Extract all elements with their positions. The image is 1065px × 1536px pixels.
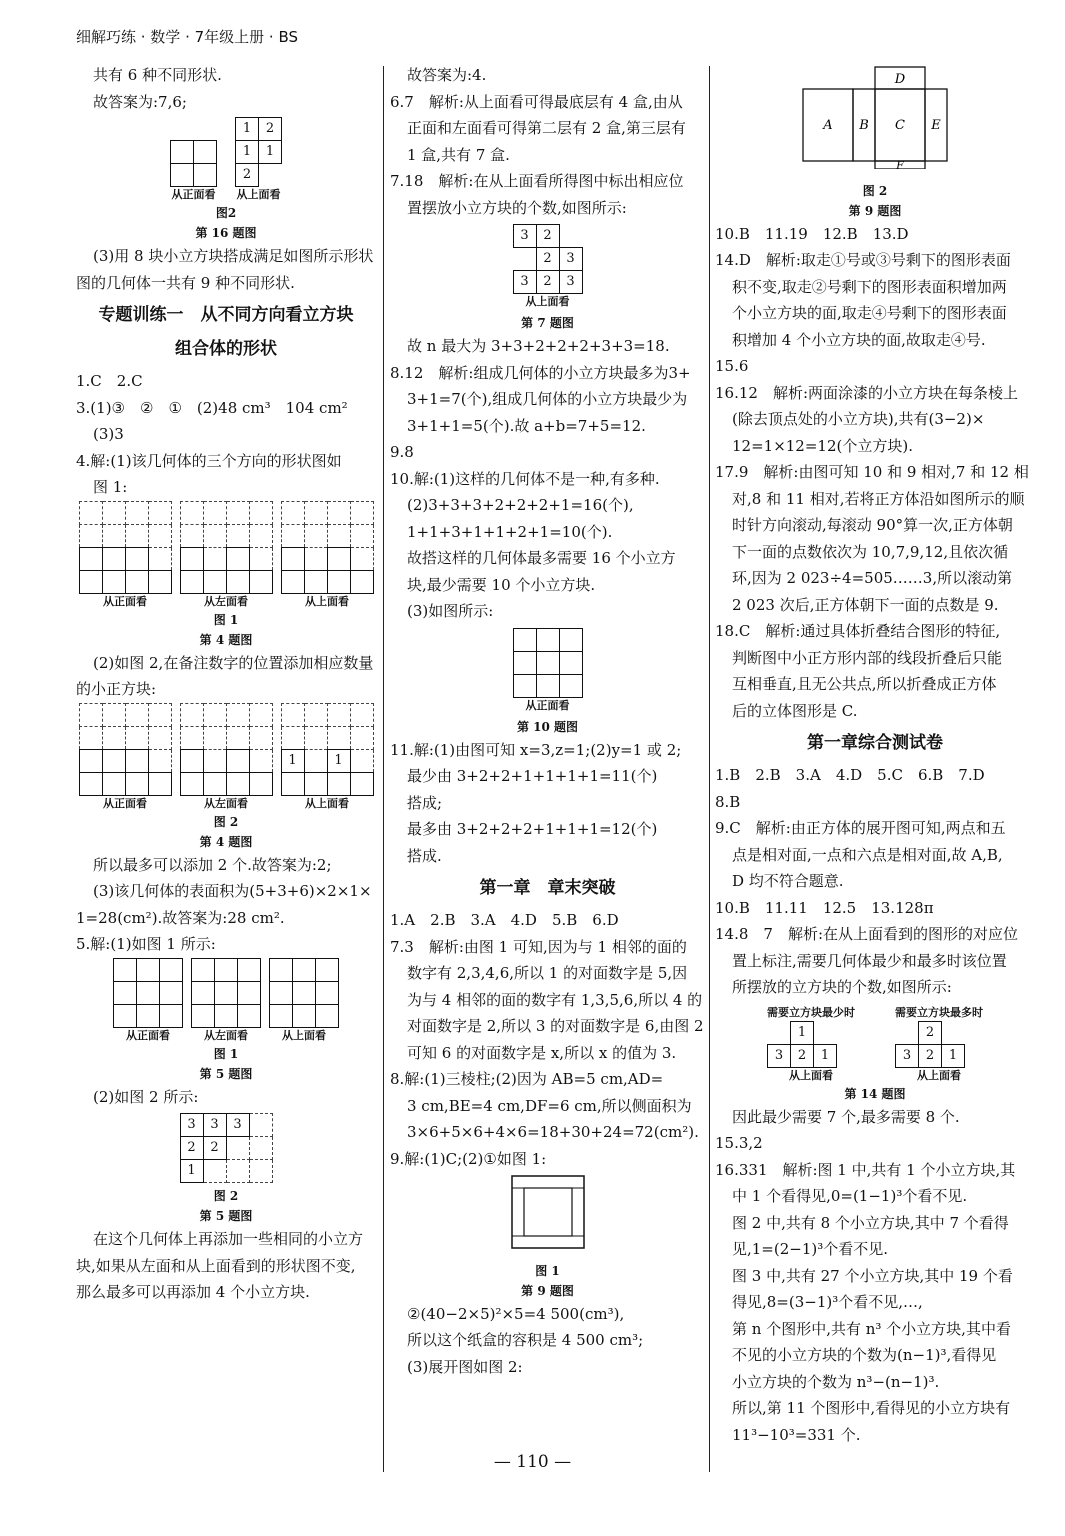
figure-caption: 第 16 题图 [195,226,257,240]
answer-line: 3.(1)③ ② ① (2)48 cm³ 104 cm² [76,398,348,417]
figure-caption: 图 2 [213,814,239,829]
answer-line: 中 1 个看得见,0=(1−1)³个看不见. [732,1187,968,1205]
figure-caption: 图 1 [535,1263,560,1278]
figure-caption: 图 2 [862,183,888,198]
figure-9-2 [715,65,1035,178]
top-view-grid: 1 2 1 1 2 [235,117,282,187]
figure-caption: 第 5 题图 [199,1066,253,1081]
figure-caption: 第 4 题图 [199,834,253,849]
text-line: 图的几何体一共有 9 种不同形状. [76,273,295,292]
answer-line: 正面和左面看可得第二层有 2 盒,第三层有 [407,119,686,137]
answer-line: 数字有 2,3,4,6,所以 1 的对面数字是 5,因 [407,964,688,982]
answer-line: 时针方向滚动,每滚动 90°算一次,正方体朝 [732,516,1013,534]
answer-line: (3)该几何体的表面积为(5+3+6)×2×1× [93,882,372,900]
figure-caption: 第 4 题图 [199,632,253,647]
front-view-grid [170,140,217,187]
net-label-a: A [823,118,833,133]
net-label-c: C [895,118,905,133]
figure-caption: 图 1 [213,612,239,627]
top-view-grid-max: 2 3 2 1 [895,1021,965,1068]
answer-line: 8.B [715,792,741,811]
answer-line: (2)3+3+3+2+2+2+1=16(个), [407,496,634,514]
answer-line: 因此最少需要 7 个,最多需要 8 个. [732,1107,960,1126]
answer-line: 对面数字是 2,所以 3 的对面数字是 6,由图 2 [407,1017,704,1035]
answer-line: 图 3 中,共有 27 个小立方块,其中 19 个看 [732,1266,1013,1285]
view-grid [113,958,183,1028]
figure-label: 从上面看 [282,1028,326,1042]
answer-line: 10.B 11.11 12.5 13.128π [715,898,934,917]
view-grid [79,501,172,594]
figure-label: 需要立方块最少时 [767,1005,855,1019]
answer-line: 见,1=(2−1)³个看不见. [732,1240,889,1258]
text-line: 共有 6 种不同形状. [93,66,222,84]
answer-line: (3)3 [93,425,124,443]
figure-caption: 第 9 题图 [848,203,902,218]
answer-line: 积增加 4 个小立方块的面,故取走④号. [732,330,986,349]
top-view-grid: 3 2 2 3 3 2 3 [513,224,583,294]
figure-label: 从正面看 [103,594,147,608]
running-header: 细解巧练 · 数学 · 7年级上册 · BS [76,28,299,46]
answer-line: 图 2 中,共有 8 个小立方块,其中 7 个看得 [732,1213,1009,1232]
figure-label: 从左面看 [204,796,248,810]
answer-line: 11³−10³=331 个. [732,1425,861,1444]
figure-label: 从正面看 [103,796,147,810]
answer-line: 可知 6 的对面数字是 x,所以 x 的值为 3. [407,1043,677,1062]
answer-line: 图 1: [93,478,128,496]
figure-label: 从上面看 [236,188,281,201]
answer-line: 10.B 11.19 12.B 13.D [715,224,909,243]
answer-line: 小立方块的个数为 n³−(n−1)³. [732,1372,940,1391]
answer-line: 4.解:(1)该几何体的三个方向的形状图如 [76,451,342,470]
answer-line: 判断图中小正方形内部的线段折叠后只能 [732,648,1003,667]
figure-caption: 第 5 题图 [199,1209,253,1223]
answer-line: 个小立方块的面,取走④号剩下的图形表面 [732,304,1007,322]
figure-label: 从上面看 [305,594,349,608]
answer-line: 所以,第 11 个图形中,看得见的小立方块有 [732,1399,1011,1417]
view-grid [281,501,374,594]
answer-line: 18.C 解析:通过具体折叠结合图形的特征, [715,622,1001,640]
answer-line: 置摆放小立方块的个数,如图所示: [407,198,627,217]
answer-line: 3+1=7(个),组成几何体的小立方块最少为 [407,390,688,408]
answer-line: 后的立体图形是 C. [732,701,858,720]
figure-label: 从上面看 [789,1068,833,1082]
answer-line: 1 盒,共有 7 盒. [407,145,510,164]
section-title: 组合体的形状 [175,339,277,359]
answer-line: 互相垂直,且无公共点,所以折叠成正方体 [732,675,997,693]
figure-label: 从上面看 [917,1068,961,1082]
figure-label: 从上面看 [525,295,570,308]
answer-line: 14.D 解析:取走①号或③号剩下的图形表面 [715,251,1011,269]
answer-line: (3)如图所示: [407,602,494,620]
answer-line: 为与 4 相邻的面的数字有 1,3,5,6,所以 4 的 [407,990,703,1009]
answer-line: ②(40−2×5)²×5=4 500(cm³), [407,1304,625,1323]
answer-line: 1.B 2.B 3.A 4.D 5.C 6.B 7.D [715,766,985,784]
figure-label: 从正面看 [126,1028,170,1042]
answer-line: 5.解:(1)如图 1 所示: [76,935,216,953]
text-line: 故答案为:4. [407,66,487,84]
figure-label: 从正面看 [171,188,216,201]
figure-label: 从上面看 [305,796,349,810]
figure-4-2 [76,703,376,812]
view-grid [269,958,339,1028]
box-net-diagram [511,1175,585,1249]
top-view-grid-min: 1 3 2 1 [767,1021,837,1068]
answer-line: 3 cm,BE=4 cm,DF=6 cm,所以侧面积为 [407,1096,692,1115]
view-grid [180,501,273,594]
figure-4-1 [76,501,376,610]
net-label-e: E [931,118,941,133]
figure-caption: 图2 [215,206,237,220]
answer-line: 3×6+5×6+4×6=18+30+24=72(cm²). [407,1123,699,1141]
view-grid: 1 1 [281,703,374,796]
answer-line: D 均不符合题意. [732,872,844,890]
figure-10 [390,628,705,714]
answer-line: 第 n 个图形中,共有 n³ 个小立方块,其中看 [732,1319,1011,1338]
answer-line: 在这个几何体上再添加一些相同的小立方 [93,1230,364,1248]
answer-line: 2 023 次后,正方体朝下一面的点数是 9. [732,595,999,614]
answer-line: 6.7 解析:从上面看可得最底层有 4 盒,由从 [390,92,683,111]
figure-14 [715,1005,1035,1084]
answer-line: 15.6 [715,357,749,375]
figure-caption: 图 1 [213,1046,239,1061]
answer-line: 14.8 7 解析:在从上面看到的图形的对应位 [715,925,1018,943]
net-label-b: B [859,118,869,133]
answer-line: 搭成. [407,846,442,865]
view-grid [191,958,261,1028]
figure-label: 从左面看 [204,594,248,608]
answer-line: (除去顶点处的小立方块),共有(3−2)× [732,410,985,428]
answer-line: 块,如果从左面和从上面看到的形状图不变, [76,1256,356,1275]
figure-caption: 图 2 [213,1189,239,1203]
text-line: 故答案为:7,6; [93,92,187,111]
figure-caption: 第 14 题图 [844,1086,906,1101]
net-label-d: D [894,72,906,87]
answer-line: 1=28(cm²).故答案为:28 cm². [76,908,285,927]
figure-label: 从左面看 [204,1028,248,1042]
answer-line: 最少由 3+2+2+1+1+1+1=11(个) [407,767,658,785]
answer-line: 搭成; [407,793,443,812]
answer-line: 所摆放的立方块的个数,如图所示: [732,978,952,996]
answer-line: 积不变,取走②号剩下的图形表面积增加两 [732,277,1007,296]
answer-line: 不见的小立方块的个数为(n−1)³,看得见 [732,1346,997,1364]
figure-caption: 第 7 题图 [521,316,574,330]
answer-line: 10.解:(1)这样的几何体不是一种,有多种. [390,469,660,488]
text-line: (3)用 8 块小立方块搭成满足如图所示形状 [93,247,374,265]
figure-caption: 第 9 题图 [521,1283,574,1298]
column-divider [709,66,710,1472]
answer-line: 最多由 3+2+2+2+1+1+1=12(个) [407,820,658,838]
answer-line: 3+1+1=5(个).故 a+b=7+5=12. [407,416,646,435]
answer-line: 16.12 解析:两面涂漆的小立方块在每条棱上 [715,383,1018,402]
answer-line: 故搭这样的几何体最多需要 16 个小立方 [407,549,676,567]
answer-line: 11.解:(1)由图可知 x=3,z=1;(2)y=1 或 2; [390,740,682,759]
column-3 [715,62,1035,1448]
answer-line: 故 n 最大为 3+3+2+2+2+3+3=18. [407,337,670,355]
answer-line: 9.C 解析:由正方体的展开图可知,两点和五 [715,819,1006,837]
answer-line: 1+1+3+1+1+2+1=10(个). [407,522,613,541]
figure-16 [76,117,376,203]
view-grid [79,703,172,796]
answer-line: 对,8 和 11 相对,若将正方体沿如图所示的顺 [732,489,1025,508]
column-2 [390,62,705,1380]
column-1 [76,62,376,1306]
section-title: 第一章综合测试卷 [807,733,943,753]
figure-7 [390,224,705,310]
answer-line: 所以这个纸盒的容积是 4 500 cm³; [407,1331,644,1349]
answer-line: 的小正方块: [76,680,157,698]
answer-line: (2)如图 2,在备注数字的位置添加相应数量 [93,653,374,672]
answer-line: 所以最多可以添加 2 个.故答案为:2; [93,855,332,874]
section-title: 专题训练一 从不同方向看立方块 [98,305,354,325]
answer-line: 置上标注,需要几何体最少和最多时该位置 [732,951,1007,970]
answer-line: 7.3 解析:由图 1 可知,因为与 1 相邻的面的 [390,937,687,956]
answer-line: 7.18 解析:在从上面看所得图中标出相应位 [390,172,684,190]
figure-9-1 [390,1175,705,1258]
answer-line: (3)展开图如图 2: [407,1357,523,1376]
answer-line: 17.9 解析:由图可知 10 和 9 相对,7 和 12 相 [715,463,1029,481]
figure-5-1 [76,958,376,1044]
cube-net-diagram [802,65,948,169]
answer-line: 得见,8=(3−1)³个看不见,…, [732,1293,923,1311]
answer-line: 8.解:(1)三棱柱;(2)因为 AB=5 cm,AD= [390,1070,664,1088]
answer-line: 1.A 2.B 3.A 4.D 5.B 6.D [390,911,619,929]
net-label-f: F [896,159,904,169]
section-title: 第一章 章末突破 [479,878,616,898]
answer-line: 15.3,2 [715,1134,763,1152]
figure-5-2 [76,1113,376,1183]
answer-line: 1.C 2.C [76,372,143,390]
view-grid [180,703,273,796]
answer-line: 8.12 解析:组成几何体的小立方块最多为3+ [390,363,691,382]
column-divider [383,66,384,1472]
answer-line: 块,最少需要 10 个小立方块. [407,575,596,594]
answer-line: 那么最多可以再添加 4 个小立方块. [76,1283,310,1301]
answer-line: (2)如图 2 所示: [93,1087,199,1106]
front-view-grid [513,628,583,698]
answer-line: 下一面的点数依次为 10,7,9,12,且依次循 [732,542,1009,561]
figure-caption: 第 10 题图 [516,719,579,734]
answer-line: 9.8 [390,443,414,461]
answer-line: 点是相对面,一点和六点是相对面,故 A,B, [732,845,1003,864]
view-grid: 3 3 3 2 2 1 [180,1113,273,1183]
answer-line: 12=1×12=12(个立方块). [732,436,913,455]
figure-label: 从正面看 [525,698,570,712]
figure-label: 需要立方块最多时 [895,1005,983,1019]
answer-line: 16.331 解析:图 1 中,共有 1 个小立方块,其 [715,1160,1016,1179]
answer-line: 9.解:(1)C;(2)①如图 1: [390,1149,547,1168]
page-number: — 110 — [493,1452,572,1472]
answer-line: 环,因为 2 023÷4=505……3,所以滚动第 [732,569,1013,587]
